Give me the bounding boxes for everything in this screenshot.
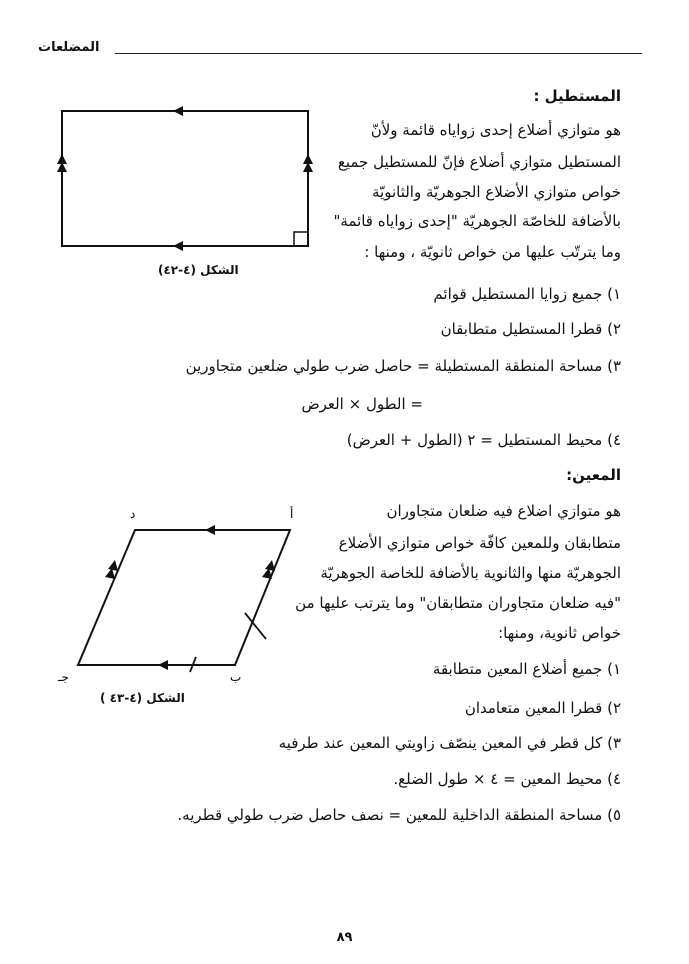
rhombus-definition-line-3: الجوهريّة منها والثانوية بالأضافة للخاصة الجوهريّة [320, 564, 621, 582]
bottom-side-arrow-mark [173, 241, 183, 251]
page-number: ٨٩ [336, 930, 353, 945]
right-side-double-arrow-mark [262, 560, 275, 579]
right-side-double-arrow-mark [303, 154, 313, 172]
top-side-arrow-mark [205, 525, 215, 535]
top-side-arrow-mark [173, 106, 183, 116]
rhombus-property-5: ٥) مساحة المنطقة الداخلية للمعين = نصف حاصل ضرب طولي قطريه. [177, 806, 621, 824]
vertex-label-d: د [130, 507, 136, 521]
rectangle-section-title: المستطيل : [533, 87, 621, 105]
rectangle-definition-line-5: وما يترتّب عليها من خواص ثانويّة ، ومنها : [364, 243, 621, 261]
right-angle-marker [294, 232, 308, 246]
rectangle-area-formula: = الطول × العرض [301, 395, 423, 413]
rectangle-property-1: ١) جميع زوايا المستطيل قوائم [433, 285, 621, 303]
rhombus-section-title: المعين: [566, 466, 621, 484]
rhombus-figure [40, 505, 300, 685]
rhombus-definition-line-4: "فيه ضلعان متجاوران متطابقان" وما يترتب عليها من [295, 594, 621, 612]
rhombus-property-1: ١) جميع أضلاع المعين متطابقة [432, 660, 621, 678]
left-side-double-arrow-mark [57, 154, 67, 172]
vertex-label-b: ب [230, 670, 242, 684]
rhombus-property-4: ٤) محيط المعين = ٤ × طول الضلع. [393, 770, 621, 788]
rectangle-property-4: ٤) محيط المستطيل = ٢ (الطول + العرض) [346, 431, 621, 449]
rhombus-property-3: ٣) كل قطر في المعين ينصّف زاويتي المعين عند طرفيه [278, 734, 621, 752]
rectangle-figure-caption: الشكل (٤-٤٢) [158, 263, 239, 277]
rhombus-shape [78, 530, 290, 665]
vertex-label-j: جـ [58, 670, 69, 684]
rhombus-definition-line-1: هو متوازي اضلاع فيه ضلعان متجاوران [386, 502, 621, 520]
rhombus-figure-caption: الشكل (٤-٤٣ ) [100, 691, 185, 705]
vertex-label-a: أ [290, 507, 294, 521]
rectangle-property-3: ٣) مساحة المنطقة المستطيلة = حاصل ضرب طولي ضلعين متجاورين [185, 357, 621, 375]
chapter-title: المضلعات [38, 40, 100, 55]
header-rule [115, 53, 642, 54]
rectangle-definition-line-3: خواص متوازي الأضلاع الجوهريّة والثانويّة [371, 183, 621, 201]
rhombus-definition-line-2: متطابقان وللمعين كافّة خواص متوازي الأضلاع [338, 534, 621, 552]
rectangle-definition-line-1: هو متوازي أضلاع إحدى زواياه قائمة ولأنّ [370, 121, 621, 139]
rectangle-definition-line-2: المستطيل متوازي أضلاع فإنّ للمستطيل جميع [337, 153, 621, 171]
rectangle-figure [55, 104, 315, 254]
rectangle-property-2: ٢) قطرا المستطيل متطابقان [440, 320, 621, 338]
rhombus-property-2: ٢) قطرا المعين متعامدان [464, 699, 621, 717]
rectangle-definition-line-4: بالأضافة للخاصّة الجوهريّة "إحدى زواياه قائمة" [333, 212, 621, 230]
bottom-side-arrow-mark [158, 660, 168, 670]
rectangle-shape [62, 111, 308, 246]
rhombus-definition-line-5: خواص ثانوية، ومنها: [498, 624, 621, 642]
